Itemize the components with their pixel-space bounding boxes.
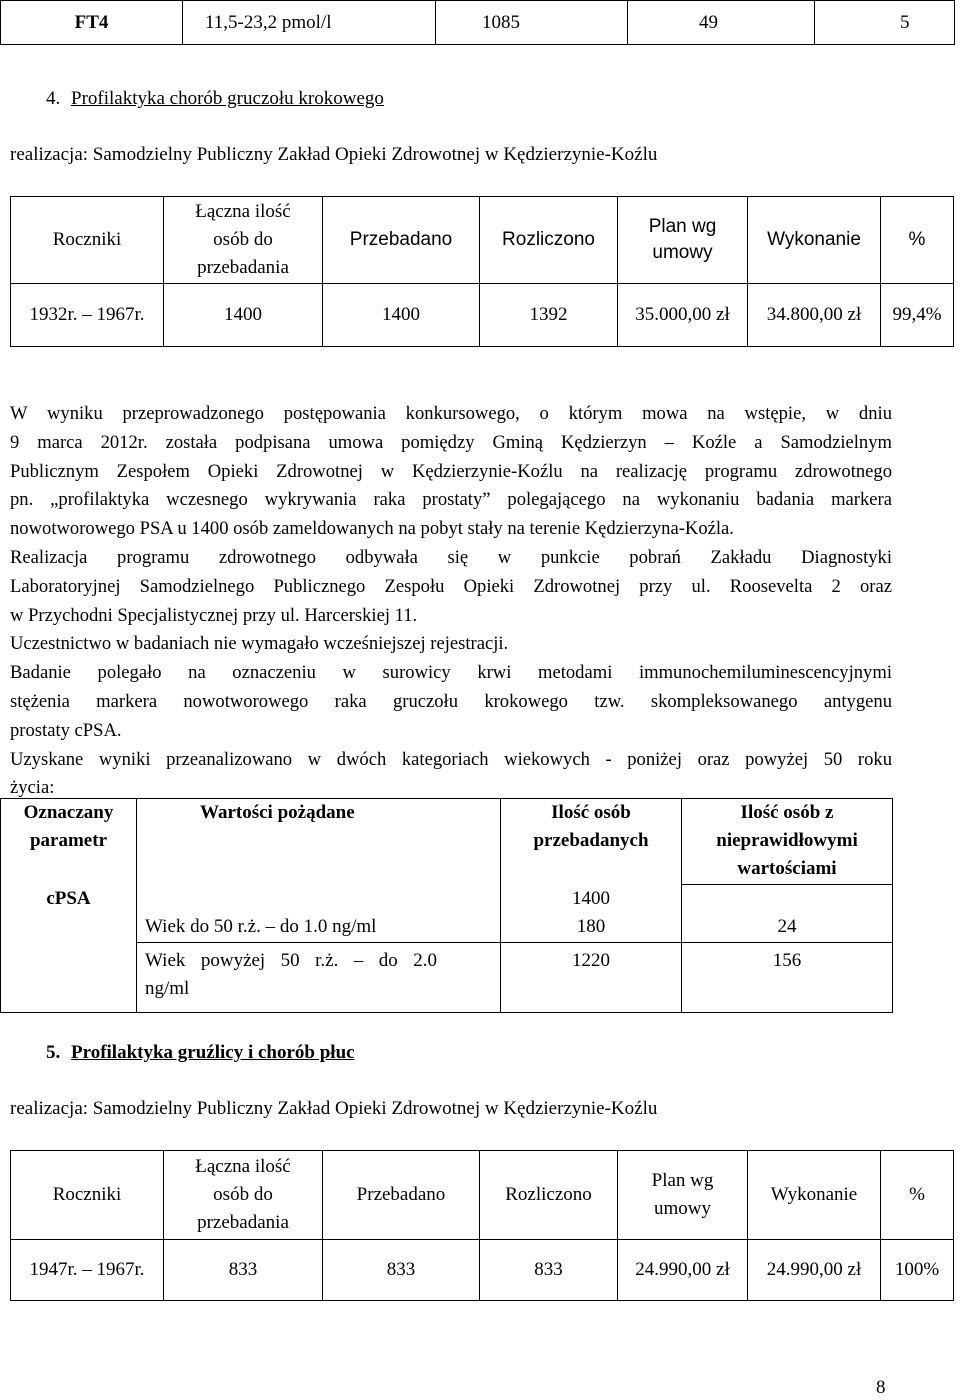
cpsa-row2-label-line1: Wiek powyżej 50 r.ż. – do 2.0 <box>145 950 437 971</box>
cpsa-row1-label: Wiek do 50 r.ż. – do 1.0 ng/ml <box>145 916 377 938</box>
summary4-plan: 35.000,00 zł <box>635 303 730 325</box>
ft4-row-table <box>0 0 955 45</box>
header-settled: Rozliczono <box>502 228 595 250</box>
header-years: Roczniki <box>52 228 122 250</box>
section5-realization: realizacja: Samodzielny Publiczny Zakład Opieki Zdrowotnej w Kędzierzynie-Koźlu <box>10 1098 658 1119</box>
header-execution: Wykonanie <box>770 1183 858 1205</box>
paragraph-line: 9 marca 2012r. została podpisana umowa pomiędzy Gminą Kędzierzyn – Koźle a Samodzielnym <box>10 431 892 453</box>
paragraph-line: Uzyskane wyniki przeanalizowano w dwóch kategoriach wiekowych - poniżej oraz powyżej 50 roku <box>10 748 892 770</box>
paragraph-agreement <box>10 400 892 803</box>
summary-table-4 <box>10 196 954 347</box>
summary4-execution: 34.800,00 zł <box>766 303 862 325</box>
summary-table-5 <box>10 1150 954 1301</box>
cpsa-row1-count: 180 <box>576 916 606 938</box>
section4-title: Profilaktyka chorób gruczołu krokowego <box>71 88 384 109</box>
paragraph-line: pn. „profilaktyka wczesnego wykrywania raka prostaty” polegającego na wykonaniu badania markera <box>10 489 892 511</box>
header-total-line3: przebadania <box>197 1211 289 1233</box>
cpsa-row1-abnormal: 24 <box>777 916 797 938</box>
section4-realization: realizacja: Samodzielny Publiczny Zakład Opieki Zdrowotnej w Kędzierzynie-Koźlu <box>10 144 658 165</box>
section4-number: 4. <box>46 88 61 109</box>
summary4-percent: 99,4% <box>892 303 942 325</box>
header-abnormal-line1: Ilość osób z <box>740 802 834 823</box>
header-total-line1: Łączna ilość <box>195 1155 291 1177</box>
paragraph-line: Badanie polegało na oznaczeniu w surowicy krwi metodami immunochemiluminescencyjnymi <box>10 662 892 684</box>
summary5-years: 1947r. – 1967r. <box>29 1258 145 1280</box>
header-count-line2: przebadanych <box>533 830 649 851</box>
header-param-line2: parametr <box>29 830 108 851</box>
header-percent: % <box>908 228 926 250</box>
header-total-line2: osób do <box>213 1183 273 1205</box>
paragraph-line: stężenia markera nowotworowego raka gruczołu krokowego tzw. skompleksowanego antygenu <box>10 690 892 712</box>
page-number: 8 <box>876 1377 886 1398</box>
summary4-total: 1400 <box>224 303 262 325</box>
header-count-line1: Ilość osób <box>551 802 631 823</box>
summary5-plan: 24.990,00 zł <box>635 1258 730 1280</box>
cpsa-total: 1400 <box>572 887 610 909</box>
header-settled: Rozliczono <box>505 1183 592 1205</box>
summary5-settled: 833 <box>534 1258 563 1280</box>
ft4-code: FT4 <box>74 11 109 33</box>
paragraph-line: Realizacja programu zdrowotnego odbywała się w punkcie pobrań Zakładu Diagnostyki <box>10 546 892 568</box>
header-percent: % <box>909 1183 925 1205</box>
header-param-line1: Oznaczany <box>23 802 114 823</box>
paragraph-line: Uczestnictwo w badaniach nie wymagało wcześniejszej rejestracji. <box>10 633 509 655</box>
header-abnormal-line3: wartościami <box>737 858 837 879</box>
header-execution: Wykonanie <box>767 228 861 250</box>
summary5-execution: 24.990,00 zł <box>766 1258 862 1280</box>
header-plan-line2: umowy <box>654 1197 711 1219</box>
paragraph-line: Publicznym Zespołem Opieki Zdrowotnej w Kędzierzynie-Koźlu na realizację programu zdrowotnego <box>10 460 892 482</box>
header-total-line1: Łączna ilość <box>195 200 291 222</box>
section4-heading <box>46 84 384 114</box>
header-plan-line2: umowy <box>652 241 713 263</box>
header-total-line2: osób do <box>213 228 273 250</box>
cpsa-row2-label-line2: ng/ml <box>145 978 190 999</box>
ft4-range: 11,5-23,2 pmol/l <box>205 11 332 33</box>
summary4-settled: 1392 <box>529 303 568 325</box>
header-abnormal-line2: nieprawidłowymi <box>716 830 858 851</box>
paragraph-line: życia: <box>10 777 55 799</box>
ft4-value-a: 49 <box>699 11 718 33</box>
cpsa-results-table <box>0 798 893 1013</box>
paragraph-line: Laboratoryjnej Samodzielnego Publicznego Zespołu Opieki Zdrowotnej przy ul. Roosevelta 2 oraz <box>10 575 892 597</box>
paragraph-line: W wyniku przeprowadzonego postępowania konkursowego, o którym mowa na wstępie, w dniu <box>10 403 892 424</box>
cpsa-row2-count: 1220 <box>572 950 610 971</box>
section5-number: 5. <box>46 1042 61 1063</box>
section5-heading <box>46 1038 355 1068</box>
summary4-years: 1932r. – 1967r. <box>29 303 145 325</box>
summary5-total: 833 <box>228 1258 258 1280</box>
summary5-examined: 833 <box>386 1258 416 1280</box>
paragraph-line: nowotworowego PSA u 1400 osób zameldowanych na pobyt stały na terenie Kędzierzyna-Koźla. <box>10 518 734 540</box>
ft4-count: 1085 <box>482 11 520 33</box>
header-examined: Przebadano <box>356 1183 446 1205</box>
paragraph-line: w Przychodni Specjalistycznej przy ul. Harcerskiej 11. <box>10 604 418 626</box>
section5-title: Profilaktyka gruźlicy i chorób płuc <box>71 1042 355 1063</box>
paragraph-line: prostaty cPSA. <box>10 719 122 741</box>
header-total-line3: przebadania <box>197 256 289 278</box>
header-plan-line1: Plan wg <box>651 1169 714 1191</box>
cpsa-param: cPSA <box>46 887 91 909</box>
ft4-value-b: 5 <box>900 11 910 33</box>
header-years: Roczniki <box>52 1183 122 1205</box>
summary5-percent: 100% <box>894 1258 940 1280</box>
summary4-examined: 1400 <box>382 303 420 325</box>
header-plan-line1: Plan wg <box>648 215 717 237</box>
header-desired-values: Wartości pożądane <box>200 802 355 823</box>
cpsa-row2-abnormal: 156 <box>772 950 802 971</box>
header-examined: Przebadano <box>349 228 453 250</box>
